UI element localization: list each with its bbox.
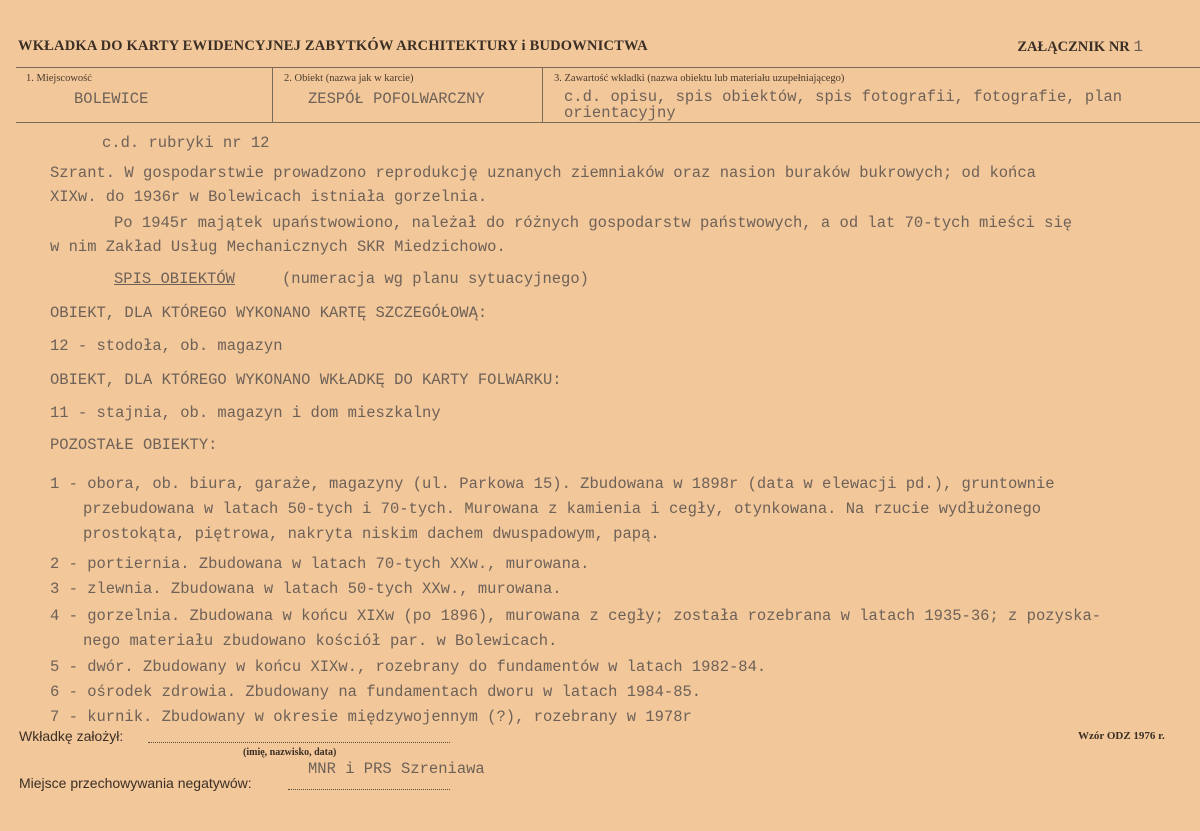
- list-item: 6 - ośrodek zdrowia. Zbudowany na fundamentach dworu w latach 1984-85.: [50, 683, 702, 701]
- list-item-continuation: prostokąta, piętrowa, nakryta niskim dachem dwuspadowym, papą.: [83, 525, 660, 543]
- negatives-value: MNR i PRS Szreniawa: [308, 760, 485, 778]
- negatives-line: [288, 789, 450, 790]
- list-item: 4 - gorzelnia. Zbudowana w końcu XIXw (po 1896), murowana z cegły; została rozebrana w latach 1935-36; z pozyska-: [50, 607, 1102, 625]
- list-item: 3 - zlewnia. Zbudowana w latach 50-tych XXw., murowana.: [50, 580, 562, 598]
- negatives-label: Miejsce przechowywania negatywów:: [19, 775, 252, 791]
- field-contents-value: c.d. opisu, spis obiektów, spis fotografii, fotografie, plan orientacyjny: [564, 88, 1123, 122]
- header-fields: [16, 67, 1200, 123]
- template-mark: Wzór ODZ 1976 r.: [1078, 730, 1165, 742]
- field-object: [274, 68, 543, 122]
- list-item: 11 - stajnia, ob. magazyn i dom mieszkalny: [50, 404, 441, 422]
- form-header: [18, 36, 1143, 60]
- section-continuation: c.d. rubryki nr 12: [102, 134, 270, 152]
- list-item-continuation: nego materiału zbudowano kościół par. w Bolewicach.: [83, 632, 558, 650]
- field-contents-label: 3. Zawartość wkładki (nazwa obiektu lub materiału uzupełniającego): [554, 73, 845, 84]
- remaining-objects-heading: POZOSTAŁE OBIEKTY:: [50, 436, 218, 454]
- field-object-value: ZESPÓŁ POFOLWARCZNY: [308, 90, 485, 108]
- insert-created-line: [148, 742, 450, 743]
- field-contents: [544, 68, 1200, 122]
- field-locality-label: 1. Miejscowość: [26, 73, 92, 84]
- field-locality-value: BOLEWICE: [74, 90, 149, 108]
- body-line: XIXw. do 1936r w Bolewicach istniała gorzelnia.: [50, 188, 488, 206]
- detailed-card-heading: OBIEKT, DLA KTÓREGO WYKONANO KARTĘ SZCZEGÓŁOWĄ:: [50, 304, 488, 322]
- objects-list-note: (numeracja wg planu sytuacyjnego): [282, 270, 589, 288]
- annex-label: [1017, 38, 1143, 56]
- insert-created-label: Wkładkę założył:: [19, 728, 124, 744]
- list-item: 12 - stodoła, ob. magazyn: [50, 337, 283, 355]
- body-line: Po 1945r majątek upaństwowiono, należał do różnych gospodarstw państwowych, a od lat 70-tych mieści się: [114, 214, 1073, 232]
- list-item: 1 - obora, ob. biura, garaże, magazyny (ul. Parkowa 15). Zbudowana w 1898r (data w elewacji pd.), gruntownie: [50, 475, 1055, 493]
- list-item: 2 - portiernia. Zbudowana w latach 70-tych XXw., murowana.: [50, 555, 590, 573]
- body-line: w nim Zakład Usług Mechanicznych SKR Miedzichowo.: [50, 238, 506, 256]
- list-item-continuation: przebudowana w latach 50-tych i 70-tych. Murowana z kamienia i cegły, otynkowana. Na rzucie wydłużonego: [83, 500, 1042, 518]
- form-title: WKŁADKA DO KARTY EWIDENCYJNEJ ZABYTKÓW ARCHITEKTURY i BUDOWNICTWA: [18, 38, 648, 54]
- list-item: 5 - dwór. Zbudowany w końcu XIXw., rozebrany do fundamentów w latach 1982-84.: [50, 658, 767, 676]
- body-line: Szrant. W gospodarstwie prowadzono reprodukcję uznanych ziemniaków oraz nasion buraków bukrowych; od końca: [50, 164, 1036, 182]
- annex-number: 1: [1133, 38, 1143, 56]
- farm-insert-heading: OBIEKT, DLA KTÓREGO WYKONANO WKŁADKĘ DO KARTY FOLWARKU:: [50, 371, 562, 389]
- field-locality: [16, 68, 273, 122]
- insert-created-sublabel: (imię, nazwisko, data): [243, 747, 337, 758]
- list-item: 7 - kurnik. Zbudowany w okresie międzywojennym (?), rozebrany w 1978r: [50, 708, 692, 726]
- objects-list-heading: SPIS OBIEKTÓW: [114, 270, 235, 288]
- annex-label-text: ZAŁĄCZNIK NR: [1017, 39, 1130, 55]
- field-object-label: 2. Obiekt (nazwa jak w karcie): [284, 73, 414, 84]
